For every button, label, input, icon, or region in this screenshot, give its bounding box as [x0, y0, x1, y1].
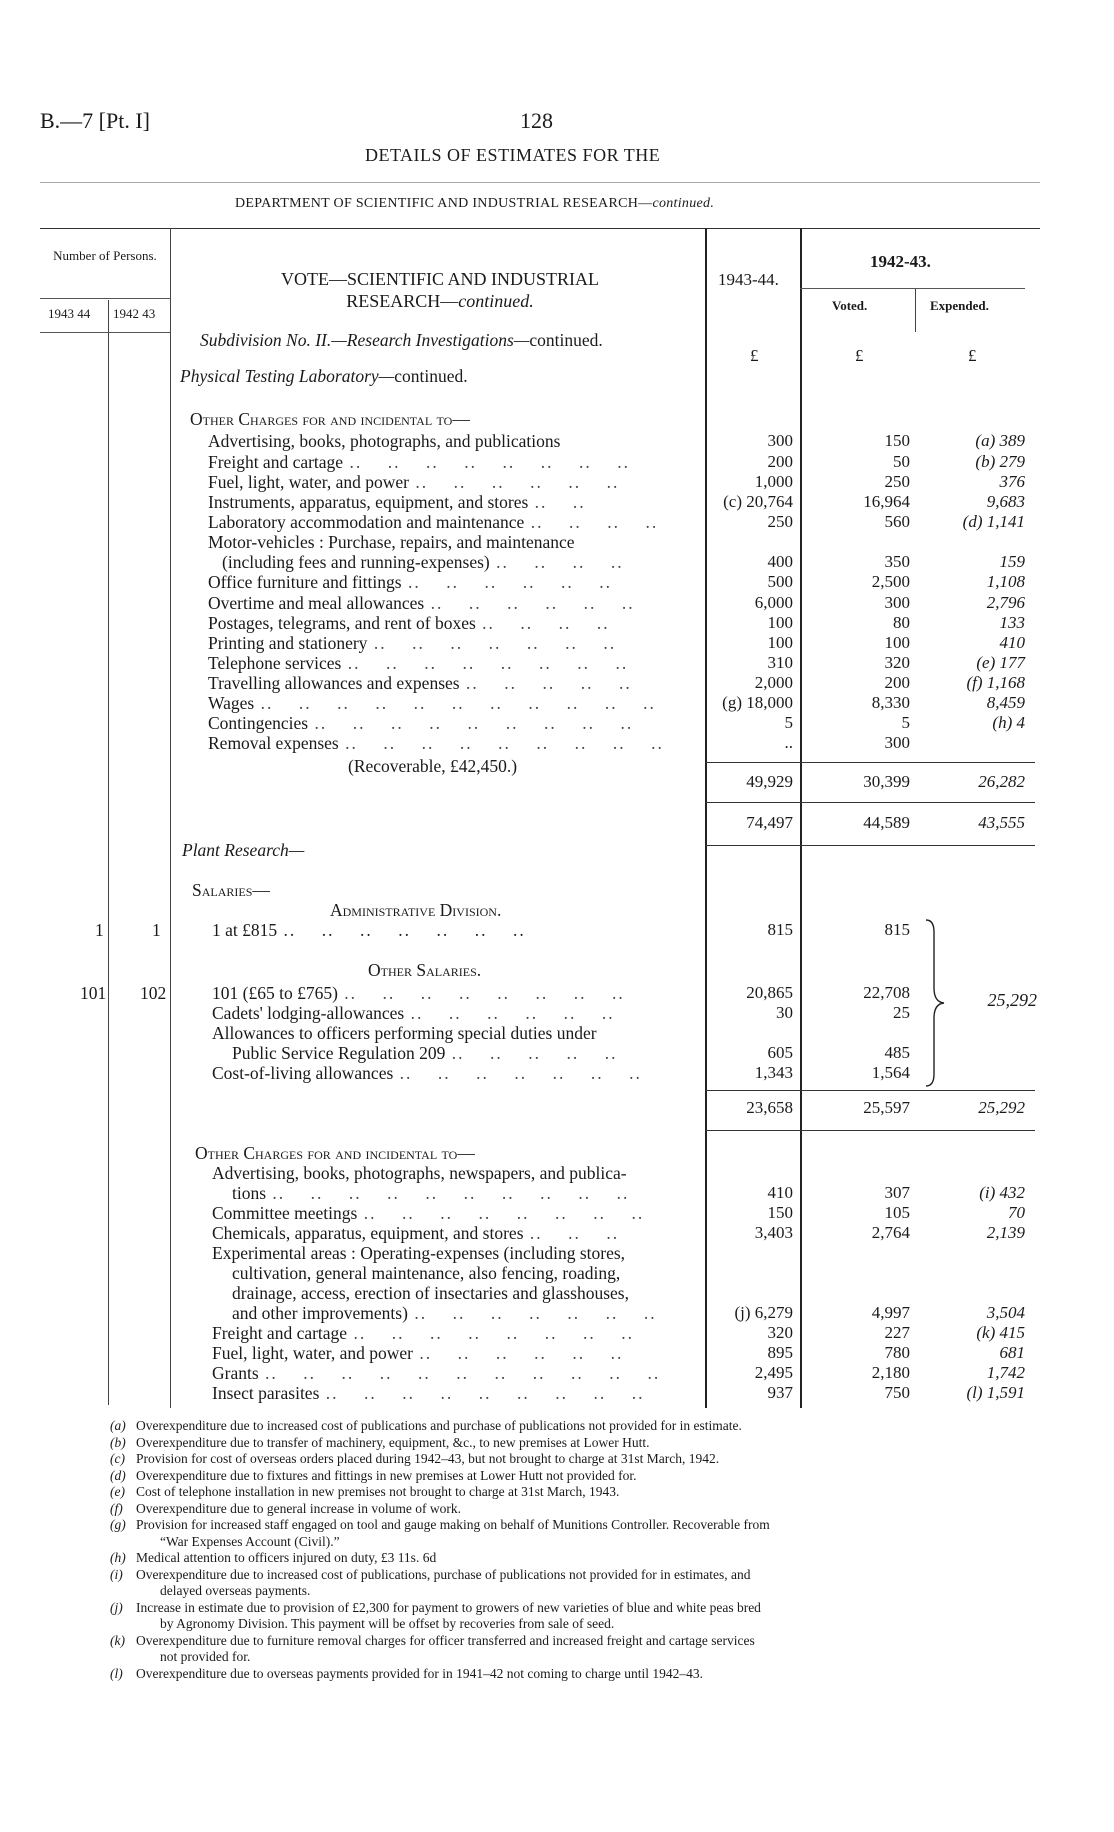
page-title: DETAILS OF ESTIMATES FOR THE	[365, 145, 661, 165]
footnote-text: Provision for increased staff engaged on tool and gauge making on behalf of Munitions Controller. Recoverable from	[136, 1517, 770, 1532]
footnote-key: (l)	[110, 1665, 123, 1681]
s2-item-expended: (l) 1,591	[966, 1383, 1025, 1402]
s2-item-label: Experimental areas : Operating-expenses (including stores,	[212, 1243, 626, 1263]
year-1942-43-header: 1942-43.	[870, 252, 931, 271]
s2-item-label: Chemicals, apparatus, equipment, and stores .. .. ..	[212, 1223, 620, 1243]
dot-leader: .. ..	[528, 492, 586, 512]
s1-item-expended: 376	[999, 472, 1025, 491]
s2-item-1943: 2,495	[754, 1363, 793, 1382]
s2-item-label: Committee meetings .. .. .. .. .. .. .. ..	[212, 1203, 645, 1223]
dot-leader: .. .. .. .. .. .. .. ..	[337, 983, 625, 1003]
s2-item-expended: (i) 432	[979, 1183, 1025, 1202]
admin-division-heading: Administrative Division.	[330, 900, 502, 920]
s2-item-voted: 307	[884, 1183, 910, 1202]
s1-item-label: Motor-vehicles : Purchase, repairs, and maintenance	[208, 532, 575, 552]
s1-item-label: Wages .. .. .. .. .. .. .. .. .. .. ..	[208, 693, 656, 713]
s2-item-voted: 2,764	[871, 1223, 910, 1242]
dot-leader: .. .. .. .. .. .. .. ..	[343, 452, 630, 472]
s1-item-1943: ..	[784, 733, 793, 752]
s1-total-rule	[705, 802, 1035, 803]
s1-item-expended: 9,683	[986, 492, 1025, 511]
s1-item-label: Laboratory accommodation and maintenance .. .. .. ..	[208, 512, 659, 532]
s1-item-label: Telephone services .. .. .. .. .. .. .. ..	[208, 653, 629, 673]
footnote-key: (i)	[110, 1566, 123, 1582]
s1-item-voted: 2,500	[871, 572, 910, 591]
s2-subtotal-voted: 25,597	[863, 1098, 910, 1117]
footnote-text: Overexpenditure due to increased cost of publications and purchase of publications not provided for in estimate.	[136, 1418, 742, 1433]
s2-item-voted: 780	[884, 1343, 910, 1362]
year-1943-44-header: 1943-44.	[718, 270, 779, 289]
salary-row-voted: 22,708	[863, 983, 910, 1002]
s2-item-label: Grants .. .. .. .. .. .. .. .. .. .. ..	[212, 1363, 661, 1383]
salary-row-1943: 605	[767, 1043, 793, 1062]
s1-item-expended: 133	[999, 613, 1025, 632]
plant-research-heading: Plant Research—	[182, 840, 305, 860]
pound-sign-expended: £	[968, 346, 977, 365]
s2-item-voted: 750	[884, 1383, 910, 1402]
s1-item-expended: 8,459	[986, 693, 1025, 712]
s2-item-voted: 4,997	[871, 1303, 910, 1322]
dot-leader: .. .. .. .. .. .. .. .. .. .. ..	[254, 693, 656, 713]
dot-leader: .. .. .. .. .. .. ..	[393, 1063, 642, 1083]
s1-item-1943: 500	[767, 572, 793, 591]
s1-item-expended: 1,108	[986, 572, 1025, 591]
s1-item-label: Printing and stationery .. .. .. .. .. .. ..	[208, 633, 617, 653]
admin-persons-1943: 1	[95, 920, 104, 940]
s1-item-expended: (h) 4	[992, 713, 1025, 732]
s1-item-expended: 410	[999, 633, 1025, 652]
footnote-text: Medical attention to officers injured on duty, £3 11s. 6d	[136, 1550, 437, 1565]
s1-item-1943: (c) 20,764	[723, 492, 793, 511]
s2-item-voted: 227	[884, 1323, 910, 1342]
document-reference: B.—7 [Pt. I]	[40, 108, 150, 133]
s1-total-bottom-rule	[705, 845, 1035, 846]
s1-item-expended: (a) 389	[975, 431, 1025, 450]
s2-item-label: Insect parasites .. .. .. .. .. .. .. .. ..	[212, 1383, 645, 1403]
dot-leader: .. .. .. .. .. ..	[424, 593, 635, 613]
dot-leader: .. .. .. .. ..	[445, 1043, 618, 1063]
s1-item-label: Freight and cartage .. .. .. .. .. .. .. ..	[208, 452, 630, 472]
persons-head-bottom	[40, 332, 170, 333]
other-charges-heading-1: Other Charges for and incidental to—	[190, 409, 470, 429]
header-rule	[40, 182, 1040, 183]
s1-item-expended: (f) 1,168	[966, 673, 1025, 692]
footnote-key: (h)	[110, 1550, 126, 1565]
dot-leader: .. .. .. .. .. ..	[404, 1003, 615, 1023]
dot-leader: .. .. .. .. .. ..	[413, 1343, 624, 1363]
footnote-key: (b)	[110, 1434, 126, 1450]
footnote-text: Provision for cost of overseas orders placed during 1942–43, but not brought to charge at 31st March, 1942.	[136, 1451, 720, 1466]
s1-item-label: Advertising, books, photographs, and publications	[208, 431, 561, 451]
s1-item-voted: 5	[901, 713, 910, 732]
s1-item-1943: 100	[767, 633, 793, 652]
footnote-key: (j)	[110, 1599, 123, 1615]
dot-leader: .. .. .. .. .. .. .. .. ..	[319, 1383, 645, 1403]
s2-item-1943: 937	[767, 1383, 793, 1402]
dot-leader: .. .. .. .. .. .. .. .. ..	[338, 733, 664, 753]
footnote-key: (f)	[110, 1500, 123, 1516]
s2-item-label: tions .. .. .. .. .. .. .. .. .. ..	[232, 1183, 630, 1203]
footnote-key: (d)	[110, 1467, 126, 1483]
s1-item-1943: 2,000	[754, 673, 793, 692]
salary-row-1943: 30	[776, 1003, 793, 1022]
dot-leader: .. .. .. .. .. .. ..	[407, 1303, 657, 1323]
s1-item-expended: 2,796	[986, 593, 1025, 612]
s1-item-voted: 320	[884, 653, 910, 672]
s1-total-1943: 74,497	[746, 813, 793, 832]
footnote-text: Overexpenditure due to furniture removal charges for officer transferred and increased freight and cartage services	[136, 1632, 755, 1648]
salary-row-label: Allowances to officers performing special duties under	[212, 1023, 597, 1043]
s1-item-voted: 100	[884, 633, 910, 652]
s1-subtotal-expended: 26,282	[978, 772, 1025, 791]
dot-leader: .. .. .. .. .. .. .. .. ..	[308, 713, 634, 733]
s1-item-1943: 310	[767, 653, 793, 672]
footnote-key: (e)	[110, 1484, 125, 1499]
s2-item-expended: 2,139	[986, 1223, 1025, 1242]
voted-header: Voted.	[832, 298, 868, 313]
admin-persons-1942: 1	[152, 920, 161, 940]
salary-row-1943: 20,865	[746, 983, 793, 1002]
vote-title: VOTE—SCIENTIFIC AND INDUSTRIAL RESEARCH—continued.	[281, 269, 599, 311]
s1-item-voted: 150	[884, 431, 910, 450]
s2-item-expended: 3,504	[986, 1303, 1025, 1322]
footnote-key: (k)	[110, 1632, 125, 1648]
s1-total-expended: 43,555	[978, 813, 1025, 832]
admin-row-voted: 815	[884, 920, 910, 939]
dot-leader: .. .. .. .. .. .. .. ..	[347, 1323, 634, 1343]
s1-item-1943: 200	[767, 452, 793, 471]
footnote-text: Overexpenditure due to fixtures and fittings in new premises at Lower Hutt not provided for.	[136, 1467, 637, 1483]
s1-item-voted: 50	[893, 452, 910, 471]
s1-total-voted: 44,589	[863, 813, 910, 832]
s1-item-label: Overtime and meal allowances .. .. .. .. .. ..	[208, 593, 635, 613]
s1-item-voted: 300	[884, 733, 910, 752]
s1-item-expended: (d) 1,141	[962, 512, 1025, 531]
s2-item-label: Advertising, books, photographs, newspapers, and publica-	[212, 1163, 627, 1183]
s1-item-label: Office furniture and fittings .. .. .. .. .. ..	[208, 572, 612, 592]
s2-item-expended: 70	[1008, 1203, 1025, 1222]
s1-item-1943: 400	[767, 552, 793, 571]
footnote-text: Overexpenditure due to overseas payments provided for in 1941–42 not coming to charge until 1942–43.	[136, 1665, 703, 1681]
s1-subtotal-rule	[705, 762, 1035, 763]
s1-item-label: Travelling allowances and expenses .. .. .. .. ..	[208, 673, 632, 693]
footnote-continuation: delayed overseas payments.	[160, 1583, 311, 1598]
dot-leader: .. .. .. .. .. .. .. ..	[357, 1203, 645, 1223]
dot-leader: .. .. .. .. ..	[459, 673, 632, 693]
s1-item-1943: 300	[767, 431, 793, 450]
recoverable-note: (Recoverable, £42,450.)	[348, 756, 518, 776]
s1-item-1943: 250	[767, 512, 793, 531]
s1-subtotal-voted: 30,399	[863, 772, 910, 791]
footnote-text: Cost of telephone installation in new premises not brought to charge at 31st March, 1943.	[136, 1484, 620, 1499]
salary-row-label: 101 (£65 to £765) .. .. .. .. .. .. .. ..	[212, 983, 625, 1003]
salary-row-label: Cost-of-living allowances .. .. .. .. .. .. ..	[212, 1063, 642, 1083]
s2-item-1943: (j) 6,279	[734, 1303, 793, 1322]
s2-item-expended: (k) 415	[976, 1323, 1025, 1342]
s1-item-label: Removal expenses .. .. .. .. .. .. .. .. ..	[208, 733, 664, 753]
s1-item-label: Fuel, light, water, and power .. .. .. .. .. ..	[208, 472, 620, 492]
dot-leader: .. .. .. .. .. .. ..	[367, 633, 617, 653]
other-salaries-heading: Other Salaries.	[368, 960, 482, 980]
salary-row-1943: 1,343	[754, 1063, 793, 1082]
s1-item-label: Postages, telegrams, and rent of boxes .. .. .. ..	[208, 613, 610, 633]
s1-item-expended: (b) 279	[975, 452, 1025, 471]
persons-year-rule	[40, 298, 170, 299]
s2-subtotal-expended: 25,292	[978, 1098, 1025, 1117]
s2-item-1943: 895	[767, 1343, 793, 1362]
footnote-text: Overexpenditure due to general increase in volume of work.	[136, 1500, 462, 1516]
s2-subtotal-1943: 23,658	[746, 1098, 793, 1117]
footnote-text: Overexpenditure due to increased cost of publications, purchase of publications not provided for in estimates, and	[136, 1566, 751, 1582]
s2-item-voted: 2,180	[871, 1363, 910, 1382]
admin-row-label: 1 at £815 .. .. .. .. .. .. ..	[212, 920, 526, 940]
salary-persons-1942: 102	[140, 983, 167, 1003]
s2-item-1943: 320	[767, 1323, 793, 1342]
s2-subtotal-bottom-rule	[705, 1130, 1035, 1131]
department-heading: DEPARTMENT OF SCIENTIFIC AND INDUSTRIAL RESEARCH—continued.	[235, 196, 715, 211]
s1-item-expended: 159	[999, 552, 1025, 571]
dot-leader: .. .. .. ..	[489, 552, 624, 572]
footnote-text: Overexpenditure due to transfer of machinery, equipment, &c., to new premises at Lower Hutt.	[136, 1434, 650, 1450]
s1-item-voted: 200	[884, 673, 910, 692]
s2-item-label: and other improvements) .. .. .. .. .. .. ..	[232, 1303, 657, 1323]
dot-leader: .. .. .. .. .. .. .. .. .. .. ..	[258, 1363, 661, 1383]
s1-item-label: Contingencies .. .. .. .. .. .. .. .. ..	[208, 713, 634, 733]
salary-bracket	[922, 918, 952, 1088]
s2-item-voted: 105	[884, 1203, 910, 1222]
s2-item-1943: 150	[767, 1203, 793, 1222]
salary-row-voted: 485	[884, 1043, 910, 1062]
footnote-text: Increase in estimate due to provision of £2,300 for payment to growers of new varieties of blue and white peas bred	[136, 1599, 761, 1615]
persons-col-divider	[108, 300, 109, 1405]
footnote-key: (g)	[110, 1517, 126, 1532]
col-1943-44-persons: 1943 44	[48, 306, 91, 321]
s1-item-voted: 80	[893, 613, 910, 632]
footnote-key: (c)	[110, 1451, 125, 1466]
s1-item-1943: 6,000	[754, 593, 793, 612]
dot-leader: .. .. .. .. .. ..	[409, 472, 620, 492]
footnote-continuation: by Agronomy Division. This payment will be offset by recoveries from sale of seed.	[160, 1616, 615, 1631]
s1-item-voted: 8,330	[871, 693, 910, 712]
footnote-continuation: “War Expenses Account (Civil).”	[160, 1533, 340, 1549]
s1-item-1943: 100	[767, 613, 793, 632]
voted-expended-rule	[800, 288, 1025, 289]
s1-item-voted: 250	[884, 472, 910, 491]
dot-leader: .. .. .. ..	[475, 613, 610, 633]
dot-leader: .. .. .. .. .. ..	[401, 572, 612, 592]
s2-item-label: drainage, access, erection of insectaries and glasshouses,	[232, 1283, 629, 1303]
s1-item-label: (including fees and running-expenses) .. .. .. ..	[222, 552, 624, 572]
pound-sign-1943: £	[750, 346, 759, 365]
col-1942-43-persons: 1942 43	[113, 306, 156, 321]
page-number: 128	[520, 108, 553, 133]
s2-item-label: Fuel, light, water, and power .. .. .. .. .. ..	[212, 1343, 624, 1363]
dot-leader: .. .. .. .. .. .. .. ..	[341, 653, 629, 673]
s1-item-1943: 1,000	[754, 472, 793, 491]
expended-header: Expended.	[930, 298, 989, 313]
dot-leader: .. .. .. ..	[524, 512, 659, 532]
admin-row-1943: 815	[767, 920, 793, 939]
salary-row-label: Cadets' lodging-allowances .. .. .. .. .. ..	[212, 1003, 615, 1023]
s2-item-expended: 681	[999, 1343, 1025, 1362]
pound-sign-voted: £	[855, 346, 864, 365]
s2-subtotal-rule	[705, 1090, 1035, 1091]
physical-testing-heading: Physical Testing Laboratory—continued.	[180, 366, 468, 386]
s1-item-1943: 5	[784, 713, 793, 732]
salary-persons-1943: 101	[80, 983, 107, 1003]
dot-leader: .. .. ..	[523, 1223, 620, 1243]
s1-item-expended: (e) 177	[976, 653, 1025, 672]
salary-row-label: Public Service Regulation 209 .. .. .. .. ..	[232, 1043, 618, 1063]
s2-item-1943: 3,403	[754, 1223, 793, 1242]
salaries-heading: Salaries—	[192, 880, 270, 900]
s2-item-1943: 410	[767, 1183, 793, 1202]
s1-item-1943: (g) 18,000	[722, 693, 793, 712]
s1-item-label: Instruments, apparatus, equipment, and stores .. ..	[208, 492, 586, 512]
subdivision-heading: Subdivision No. II.—Research Investigations—continued.	[200, 330, 603, 350]
salary-row-voted: 25	[893, 1003, 910, 1022]
number-of-persons-label: Number of Persons.	[53, 248, 157, 263]
bracket-expended-value: 25,292	[987, 990, 1037, 1010]
s1-item-voted: 300	[884, 593, 910, 612]
salary-row-voted: 1,564	[871, 1063, 910, 1082]
s2-item-expended: 1,742	[986, 1363, 1025, 1382]
footnote-key: (a)	[110, 1418, 126, 1433]
col-expended-left	[915, 288, 916, 332]
s2-item-label: Freight and cartage .. .. .. .. .. .. .. ..	[212, 1323, 634, 1343]
s1-subtotal-1943: 49,929	[746, 772, 793, 791]
s1-item-voted: 16,964	[863, 492, 910, 511]
other-charges-heading-2: Other Charges for and incidental to—	[195, 1143, 475, 1163]
s1-item-voted: 350	[884, 552, 910, 571]
footnote-continuation: not provided for.	[160, 1649, 251, 1664]
table-top-rule	[40, 228, 1040, 229]
s2-item-label: cultivation, general maintenance, also fencing, roading,	[232, 1263, 621, 1283]
s1-item-voted: 560	[884, 512, 910, 531]
persons-col-right	[170, 228, 171, 1408]
dot-leader: .. .. .. .. .. .. .. .. .. ..	[266, 1183, 630, 1203]
